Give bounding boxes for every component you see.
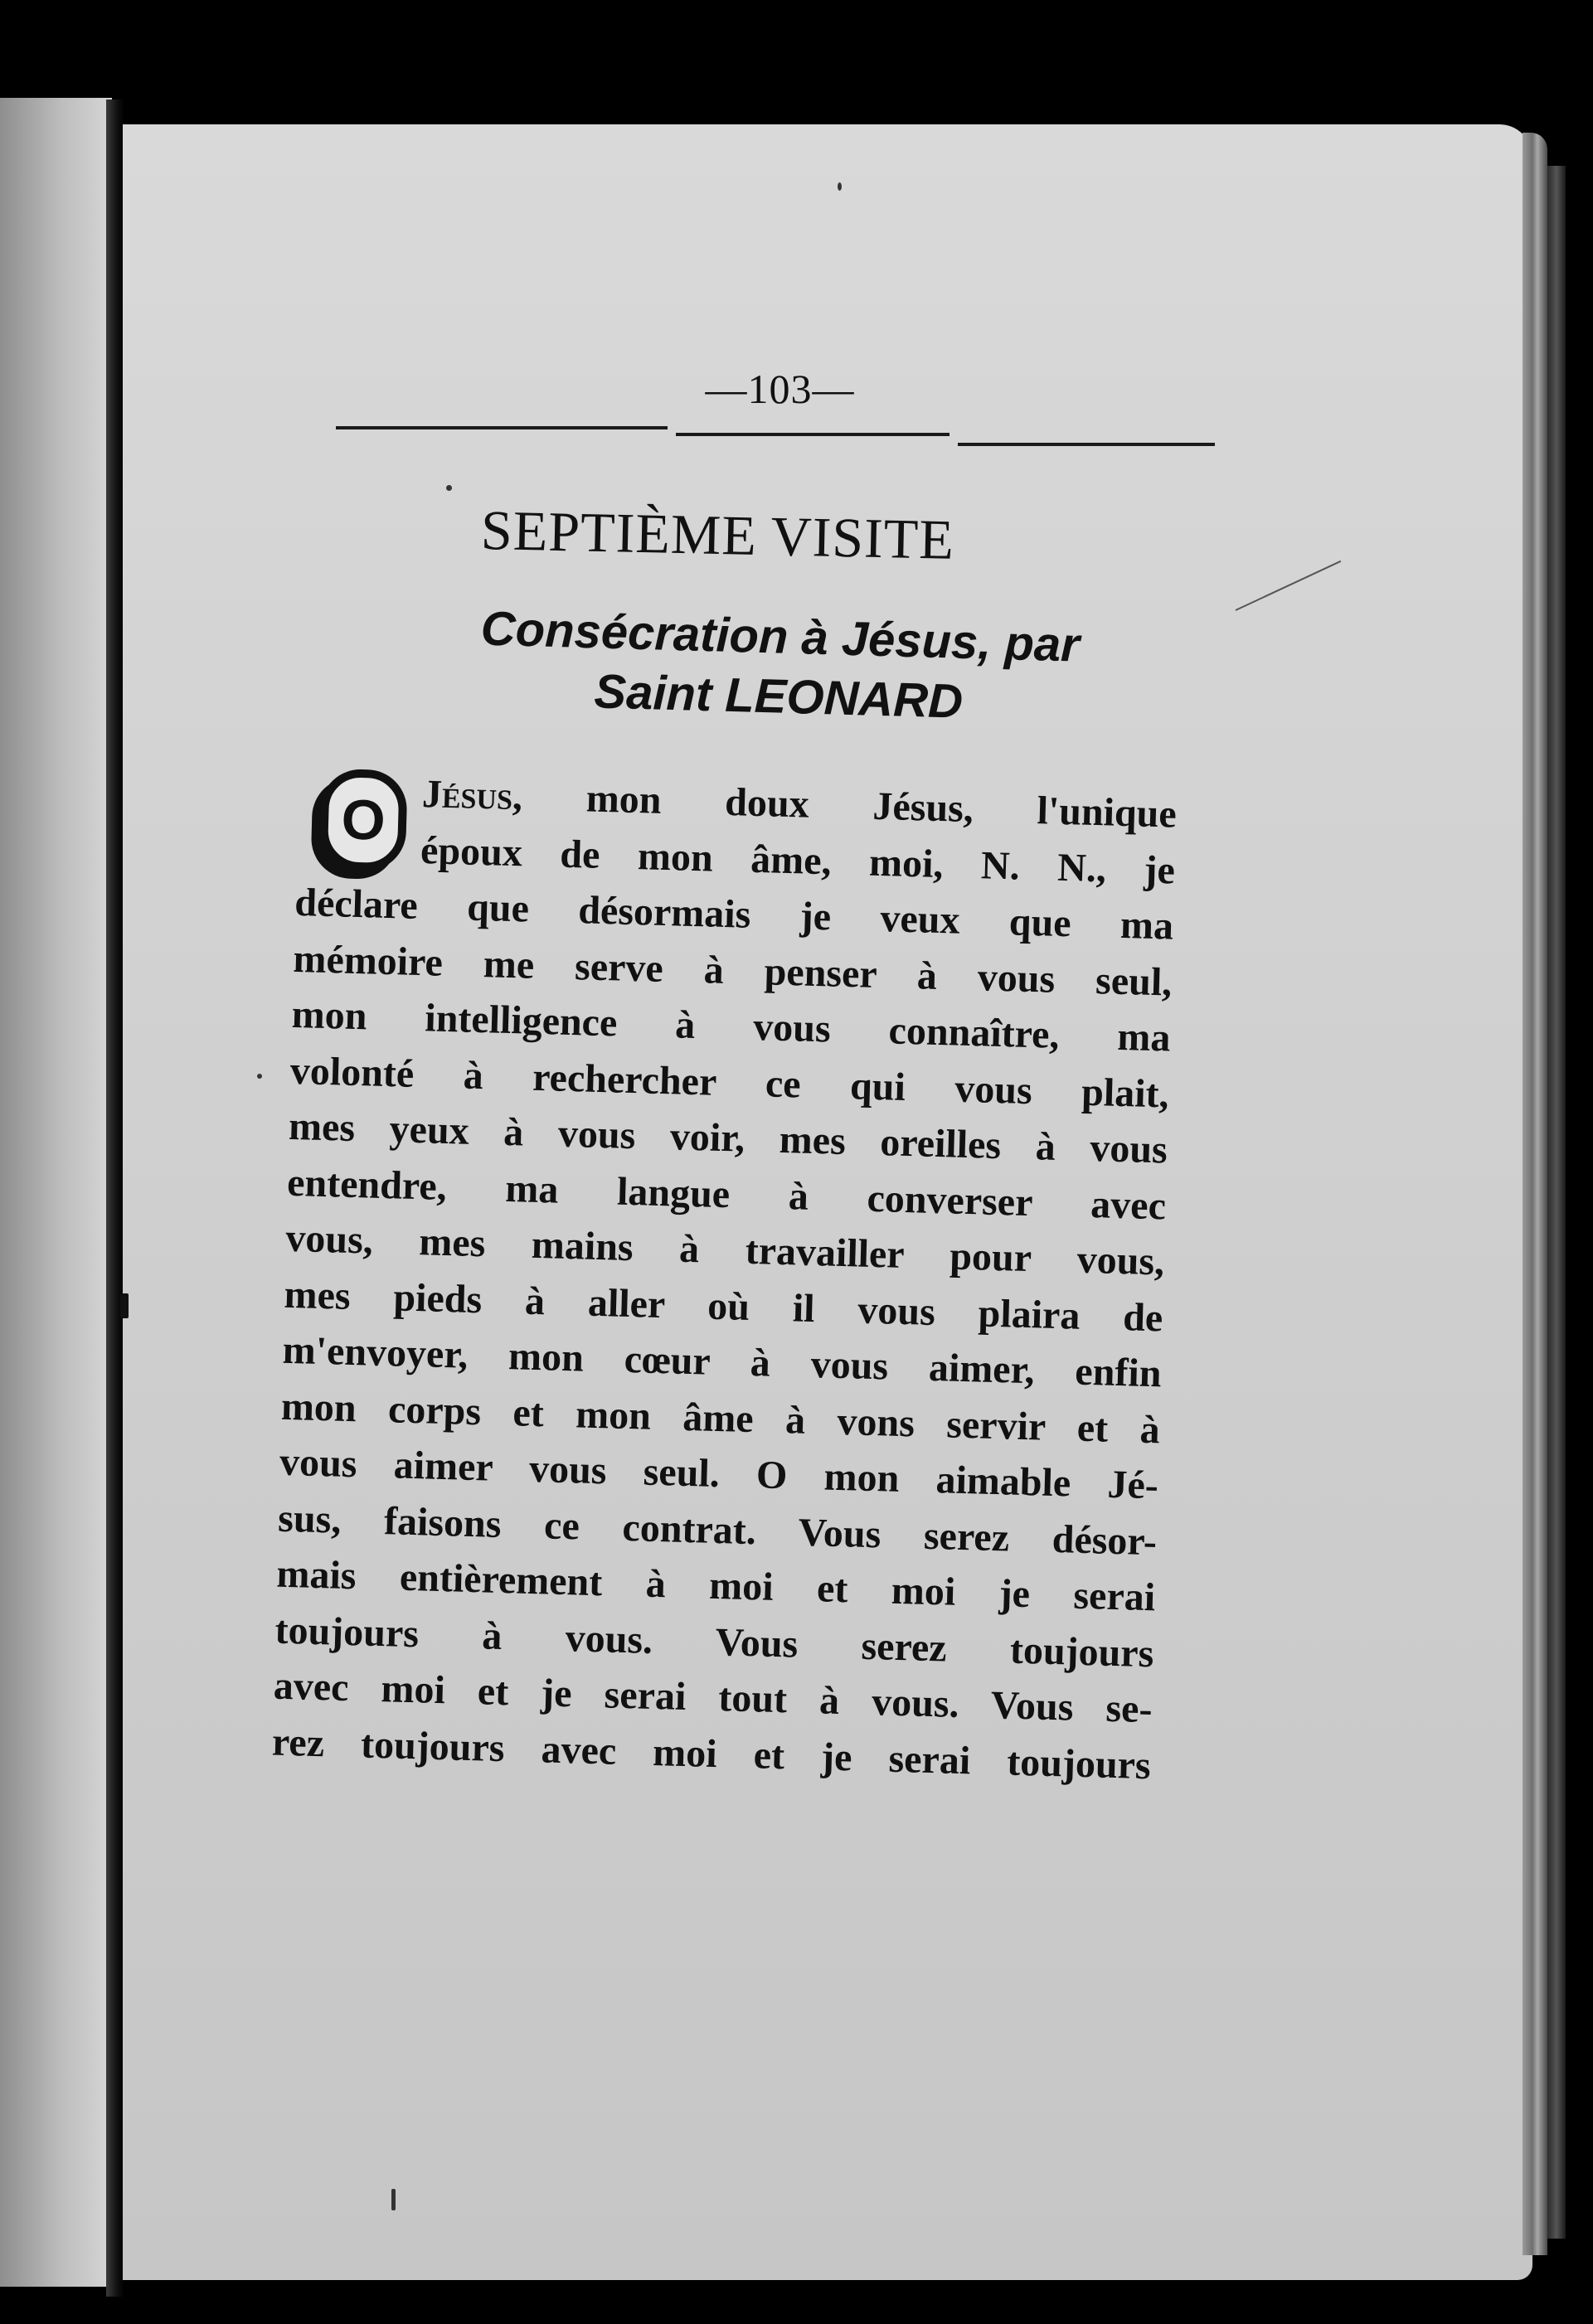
body-line: vous aimer vous seul. O mon aimable Jé- bbox=[279, 1439, 1159, 1508]
body-line: rez toujours avec moi et je serai toujours bbox=[271, 1720, 1152, 1788]
body-line: époux de mon âme, moi, N. N., je bbox=[420, 827, 1176, 893]
page-stack-edge bbox=[1523, 133, 1547, 2255]
subtitle-line: Consécration à Jésus, par bbox=[480, 601, 1081, 672]
header-rule bbox=[676, 433, 949, 436]
scan-speck bbox=[446, 485, 452, 491]
header-rule bbox=[336, 426, 668, 429]
first-line-rest: mon doux Jésus, l'unique bbox=[522, 774, 1178, 837]
scan-speck bbox=[391, 2189, 396, 2210]
book-cover-edge bbox=[1547, 166, 1566, 2239]
page-number: —103— bbox=[705, 366, 855, 412]
body-line: entendre, ma langue à converser avec bbox=[286, 1160, 1167, 1228]
chapter-subtitle bbox=[405, 597, 1154, 737]
body-line: sus, faisons ce contrat. Vous serez désor- bbox=[277, 1496, 1158, 1564]
body-line: mes yeux à vous voir, mes oreilles à vous bbox=[288, 1104, 1168, 1172]
chapter-heading: SEPTIÈME VISITE bbox=[480, 498, 955, 571]
body-line: avec moi et je serai tout à vous. Vous se- bbox=[273, 1663, 1153, 1732]
book-gutter bbox=[106, 99, 124, 2297]
body-line: mémoire me serve à penser à vous seul, bbox=[292, 936, 1173, 1005]
body-line: déclare que désormais je veux que ma bbox=[294, 880, 1174, 949]
prayer-text bbox=[271, 763, 1210, 1794]
body-line: toujours à vous. Vous serez toujours bbox=[274, 1608, 1155, 1676]
body-line: vous, mes mains à travailler pour vous, bbox=[284, 1215, 1165, 1284]
previous-page-edge bbox=[0, 98, 112, 2287]
body-line: m'envoyer, mon cœur à vous aimer, enfin bbox=[282, 1327, 1163, 1396]
subtitle-line: Saint LEONARD bbox=[593, 664, 964, 729]
body-line: mais entièrement à moi et moi je serai bbox=[275, 1551, 1156, 1620]
drop-cap-letter: O bbox=[319, 769, 408, 872]
body-line: mon intelligence à vous connaître, ma bbox=[291, 992, 1172, 1060]
scan-speck bbox=[257, 1074, 262, 1079]
first-word: Jésus, bbox=[421, 772, 523, 819]
body-line: mes pieds à aller où il vous plaira de bbox=[283, 1272, 1163, 1340]
body-line: volonté à rechercher ce qui vous plait, bbox=[289, 1048, 1170, 1117]
scan-speck bbox=[838, 182, 842, 191]
header-rule bbox=[958, 443, 1215, 446]
body-line: mon corps et mon âme à vons servir et à bbox=[280, 1384, 1161, 1452]
scan-speck bbox=[120, 1293, 129, 1318]
